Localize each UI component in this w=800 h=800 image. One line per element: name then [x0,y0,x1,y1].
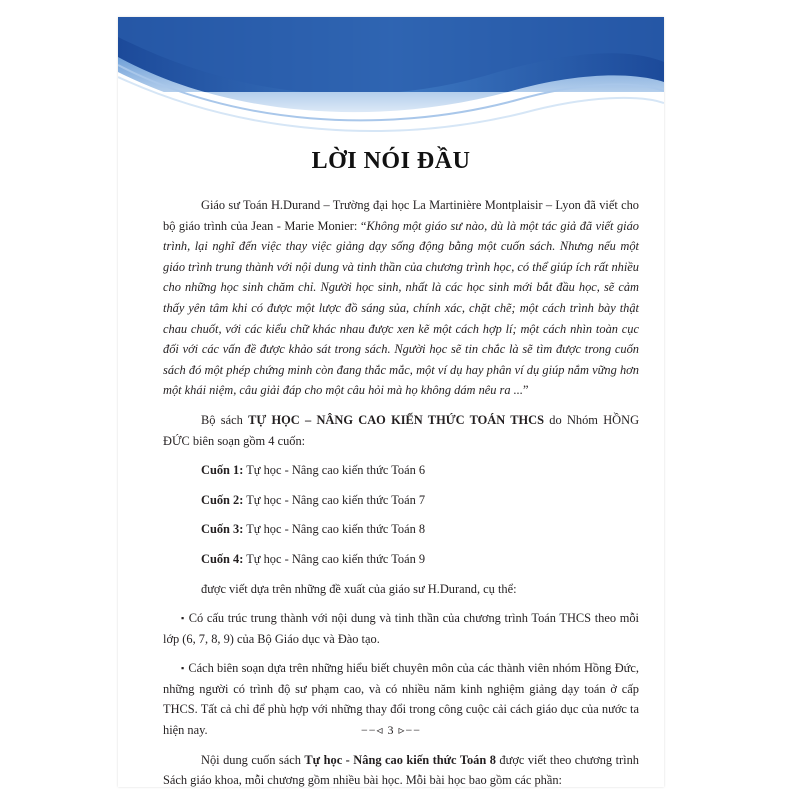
book-item-4 [163,549,639,570]
book-item-1 [163,460,639,481]
content-suffix: được viết theo chương trình Sách giáo khoa, mỗi chương gồm nhiều bài học. Mỗi bài học bao gồm các phần: [163,752,639,787]
book-title: Tự học - Nâng cao kiến thức Toán 6 [243,463,426,478]
quote-close: ” [522,383,529,398]
series-prefix: Bộ sách [201,412,249,427]
intro-quote: Không một giáo sư nào, dù là một tác giả đã viết giáo trình, lại nghĩ đến việc thay việc giảng dạy sống động bằng một cuốn sách. Nhưng nếu một giáo trình trung thành với nội dung và tinh thần của chương trình học, có thể giúp ích rất nhiều cho những học sinh chăm chỉ. Người học sinh, nhất là các học sinh mới bắt đầu học, sẽ cảm thấy yên tâm khi có được một lược đồ sáng sủa, chính xác, chặt chẽ; một cách trình bày thật chau chuốt, với các kiểu chữ khác nhau được xen kẽ một cách hợp lí; một cách nhìn toàn cục đối với các vấn đề được khảo sát trong sách. Người học sẽ tin chắc là sẽ tìm được trong cuốn sách đó một phép chứng minh còn đang thắc mắc, một ví dụ hay phân ví dụ giúp nắm vững hơn một khái niệm, câu giải đáp cho một câu hỏi mà họ không dám nêu ra ... [163,218,640,398]
page-number: −−◃ 3 ▹−− [360,723,422,737]
book-label: Cuốn 1: [201,463,244,478]
book-title: Tự học - Nâng cao kiến thức Toán 9 [243,551,426,566]
book-label: Cuốn 4: [201,551,244,566]
bullet-text: Cách biên soạn dựa trên những hiểu biết chuyên môn của các thành viên nhóm Hồng Đức, những người có trình độ sư phạm cao, và có nhiều năm kinh nghiệm giảng dạy toán ở cấp THCS. Tất cả chỉ để phù hợp với những thay đổi trong công cuộc cải cách giáo dục của nước ta hiện nay. [163,661,639,738]
preface-body [163,195,639,787]
book-label: Cuốn 3: [201,522,244,537]
bullet-square-icon: ▪ [181,613,185,624]
series-suffix: do Nhóm HỒNG ĐỨC biên soạn gồm 4 cuốn: [163,412,640,448]
bullet-text: Có cấu trúc trung thành với nội dung và tinh thần của chương trình Toán THCS theo mỗi lớp (6, 7, 8, 9) của Bộ Giáo dục và Đào tạo. [163,611,639,646]
book-page [118,17,664,787]
bullet-item-1 [163,608,639,649]
book-title: Tự học - Nâng cao kiến thức Toán 7 [243,492,426,507]
based-on-line: được viết dựa trên những đề xuất của giáo sư H.Durand, cụ thể: [201,581,517,596]
book-title: Tự học - Nâng cao kiến thức Toán 8 [243,522,426,537]
intro-paragraph [163,195,639,401]
series-paragraph [163,410,639,451]
content-paragraph [163,750,639,787]
book-item-3 [163,519,639,540]
content-book-title: Tự học - Nâng cao kiến thức Toán 8 [304,752,496,767]
series-name: TỰ HỌC – NÂNG CAO KIẾN THỨC TOÁN THCS [248,412,544,427]
book-label: Cuốn 2: [201,492,244,507]
header-wave-decoration [118,17,664,147]
intro-text: Giáo sư Toán H.Durand – Trường đại học La Martinière Montplaisir – Lyon đã viết cho bộ giáo trình của Jean - Marie Monier: “ [163,198,639,233]
page-title: LỜI NÓI ĐẦU [311,148,471,174]
content-prefix: Nội dung cuốn sách [201,752,305,767]
bullet-square-icon: ▪ [181,663,185,674]
book-item-2 [163,490,639,511]
